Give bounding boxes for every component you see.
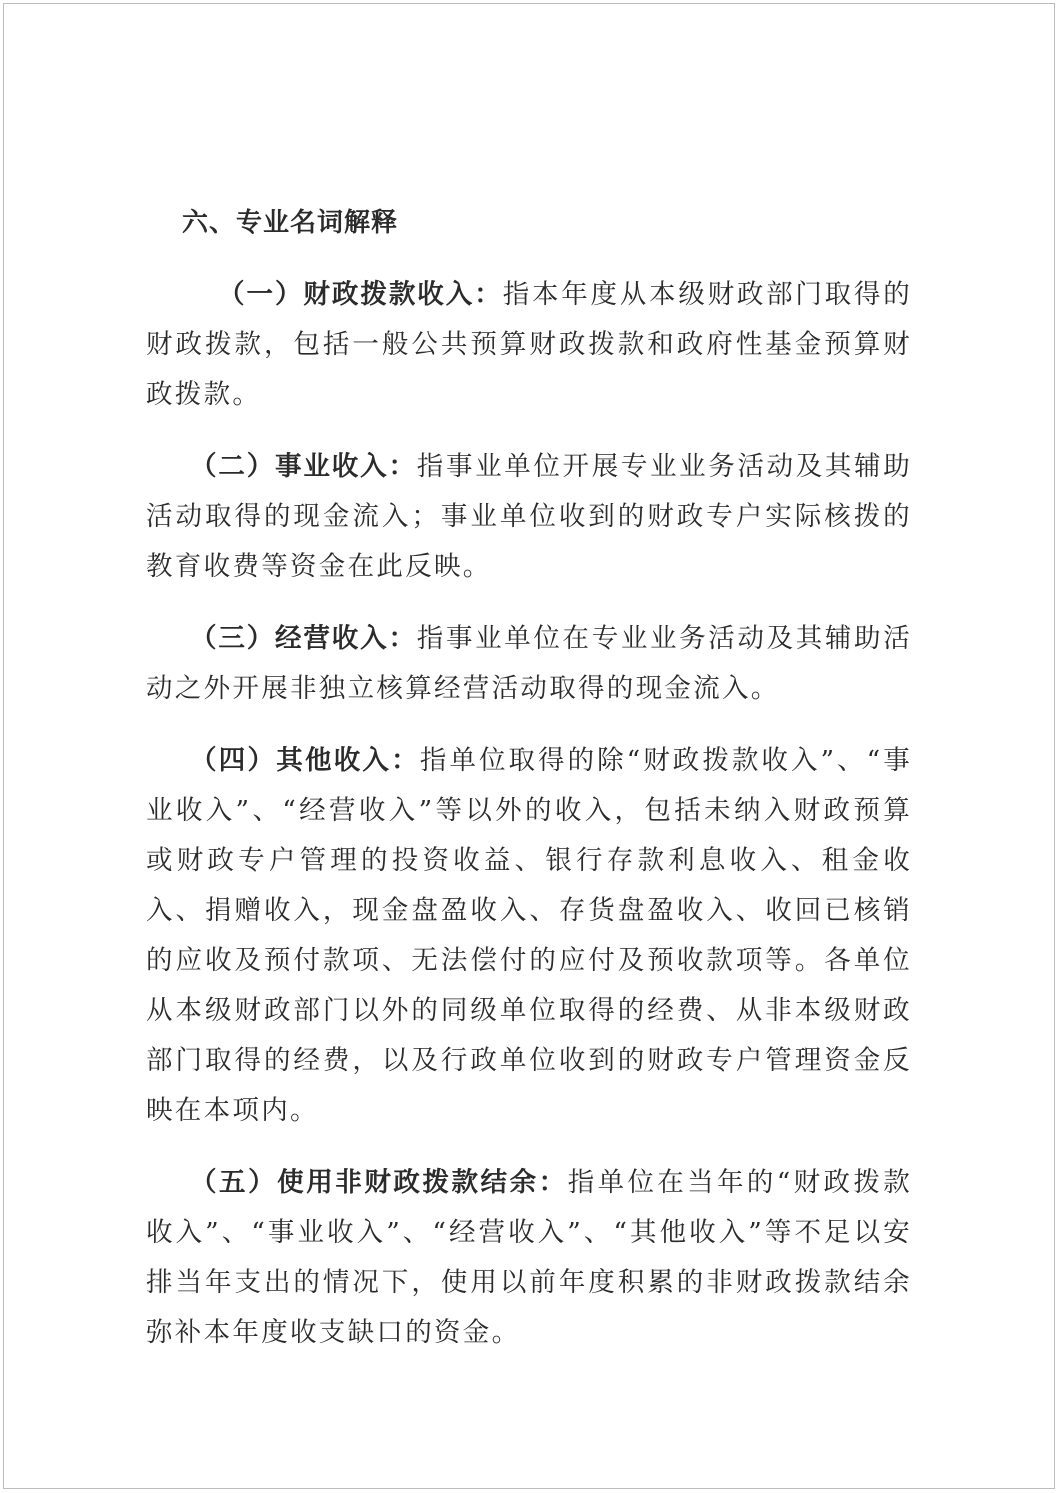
definition-text: 指单位在当年的“财政拨款收入”、“事业收入”、“经营收入”、“其他收入”等不足以安排当年支出的情况下，使用以前年度积累的非财政拨款结余弥补本年度收支缺口的资金。: [146, 1167, 912, 1348]
definition-term: （五）使用非财政拨款结余：: [190, 1167, 568, 1198]
definition-text: 指本年度从本级财政部门取得的财政拨款，包括一般公共预算财政拨款和政府性基金预算财政拨款。: [146, 279, 913, 410]
definition-term: （四）其他收入：: [190, 745, 420, 776]
definition-text: 指事业单位在专业业务活动及其辅助活动之外开展非独立核算经营活动取得的现金流入。: [146, 623, 912, 704]
definition-term: （三）经营收入：: [190, 623, 417, 654]
definition-paragraph: [146, 736, 912, 1136]
definition-term: （一）财政拨款收入：: [218, 279, 503, 310]
definition-text: 指单位取得的除“财政拨款收入”、“事业收入”、“经营收入”等以外的收入，包括未纳入财政预算或财政专户管理的投资收益、银行存款利息收入、租金收入、捐赠收入，现金盘盈收入、存货盘盈收入、收回已核销的应收及预付款项、无法偿付的应付及预收款项等。各单位从本级财政部门以外的同级单位取得的经费、从非本级财政部门取得的经费，以及行政单位收到的财政专户管理资金反映在本项内。: [146, 745, 912, 1126]
definition-text: 指事业单位开展专业业务活动及其辅助活动取得的现金流入；事业单位收到的财政专户实际核拨的教育收费等资金在此反映。: [146, 451, 912, 582]
definition-paragraph: [146, 270, 912, 420]
page-content: [146, 198, 912, 1380]
definition-paragraph: [146, 614, 912, 714]
definition-term: （二）事业收入：: [190, 451, 417, 482]
document-page: [3, 3, 1055, 1489]
section-heading: 六、专业名词解释: [182, 208, 399, 238]
definition-paragraph: [146, 442, 912, 592]
definition-paragraph: [146, 1158, 912, 1358]
